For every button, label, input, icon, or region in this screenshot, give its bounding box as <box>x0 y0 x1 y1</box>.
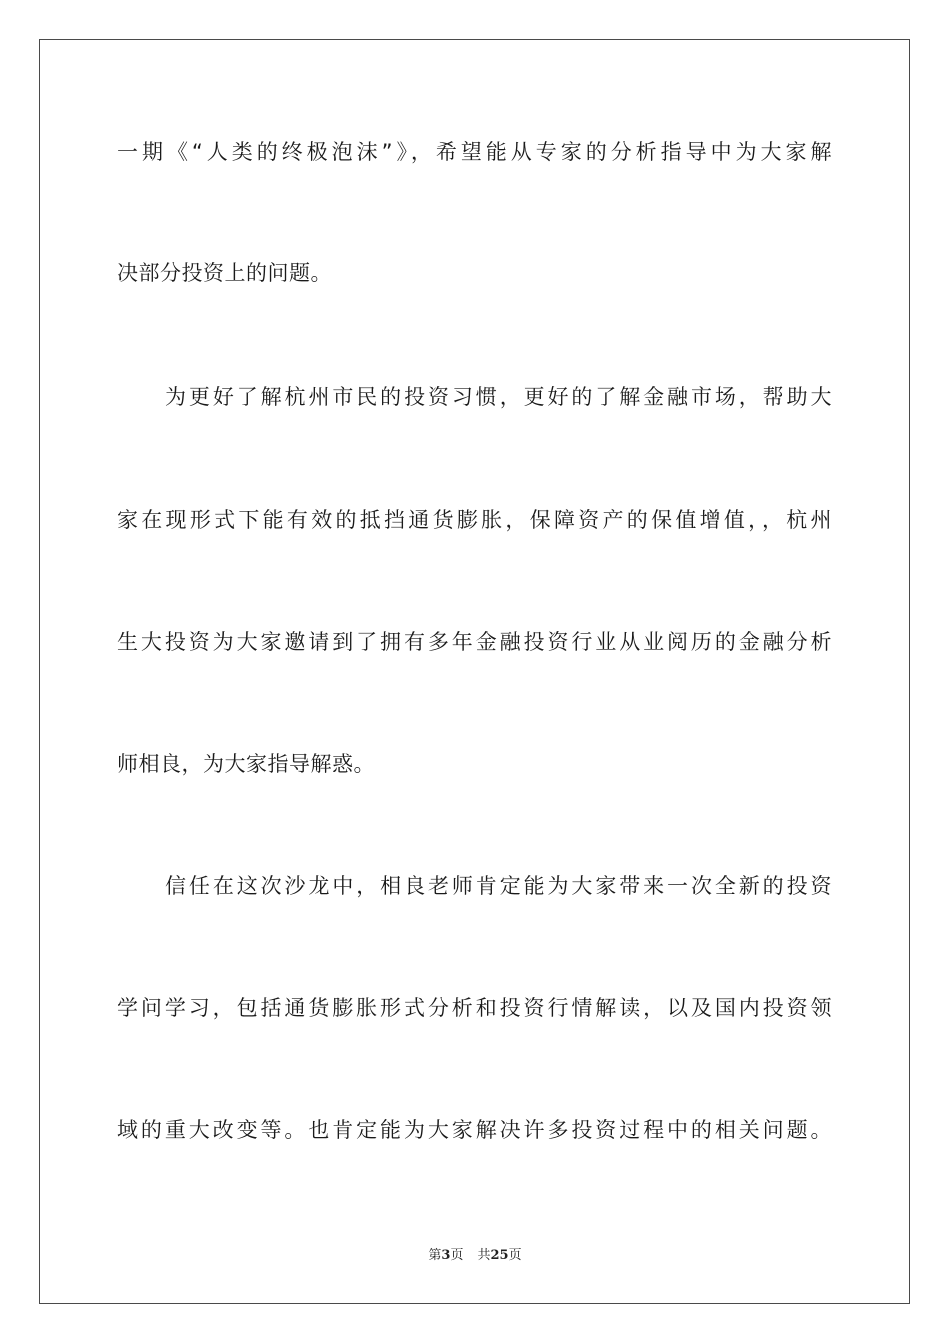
paragraph-line: 生大投资为大家邀请到了拥有多年金融投资行业从业阅历的金融分析 <box>117 630 832 654</box>
paragraph-line: 家在现形式下能有效的抵挡通货膨胀，保障资产的保值增值，，杭州 <box>117 508 832 532</box>
page-number: 3 <box>441 1248 451 1263</box>
page-prefix: 第 <box>428 1248 442 1263</box>
total-prefix: 共 <box>477 1248 491 1263</box>
paragraph-line: 决部分投资上的问题。 <box>117 261 332 285</box>
paragraph-line: 域的重大改变等。也肯定能为大家解决许多投资过程中的相关问题。 <box>117 1118 832 1142</box>
paragraph-line: 学问学习，包括通货膨胀形式分析和投资行情解读，以及国内投资领 <box>117 996 832 1020</box>
paragraph-line: 为更好了解杭州市民的投资习惯，更好的了解金融市场，帮助大 <box>165 385 832 409</box>
total-suffix: 页 <box>508 1248 522 1263</box>
total-pages: 25 <box>490 1248 509 1263</box>
paragraph-line: 一期《“人类的终极泡沫”》，希望能从专家的分析指导中为大家解 <box>117 140 832 164</box>
page-footer <box>0 1247 950 1265</box>
page-suffix: 页 <box>450 1248 464 1263</box>
paragraph-line: 师相良，为大家指导解惑。 <box>117 752 375 776</box>
paragraph-line: 信任在这次沙龙中，相良老师肯定能为大家带来一次全新的投资 <box>165 874 832 898</box>
